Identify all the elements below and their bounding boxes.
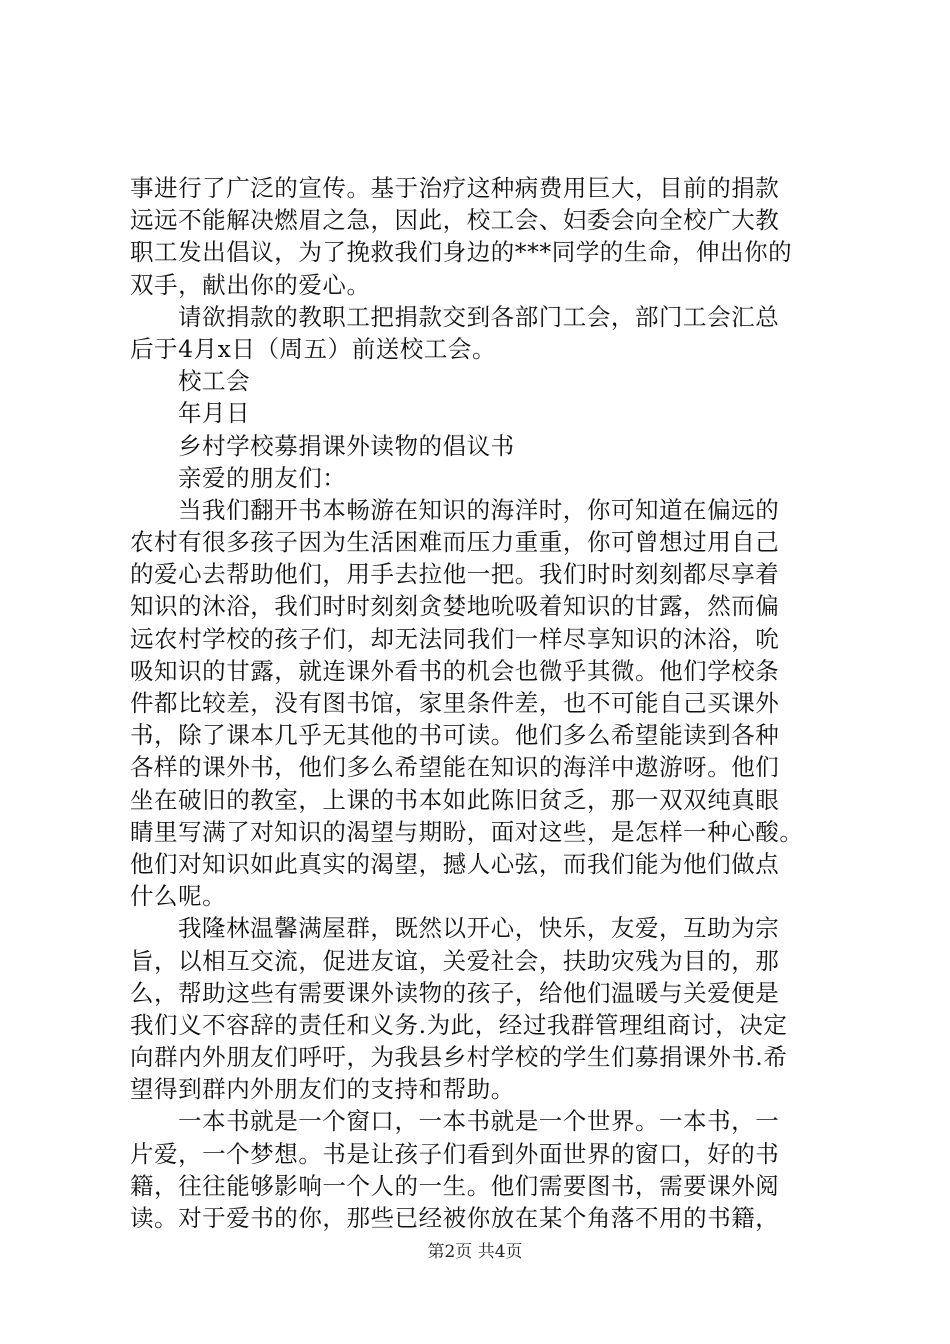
text-line: 农村有很多孩子因为生活困难而压力重重，你可曾想过用自己	[130, 528, 780, 557]
text-line: 乡村学校募捐课外读物的倡议书	[178, 431, 515, 460]
page-footer: 第2页 共4页	[427, 1242, 523, 1262]
text-line: 请欲捐款的教职工把捐款交到各部门工会，部门工会汇总	[178, 302, 780, 331]
text-line: 我们义不容辞的责任和义务.为此，经过我群管理组商讨，决定	[130, 1010, 788, 1039]
text-line: 后于4月x日（周五）前送校工会。	[130, 334, 497, 363]
text-line: 片爱，一个梦想。书是让孩子们看到外面世界的窗口，好的书	[130, 1139, 780, 1168]
text-line: 旨，以相互交流，促进友谊，关爱社会，扶助灾残为目的，那	[130, 946, 780, 975]
text-line: 什么呢。	[130, 882, 227, 911]
text-line: 籍，往往能够影响一个人的一生。他们需要图书，需要课外阅	[130, 1171, 780, 1200]
document-body	[130, 172, 830, 1234]
text-line: 校工会	[178, 367, 251, 396]
text-line: 书，除了课本几乎无其他的书可读。他们多么希望能读到各种	[130, 721, 780, 750]
text-line: 坐在破旧的教室，上课的书本如此陈旧贫乏，那一双双纯真眼	[130, 785, 780, 814]
text-line: 读。对于爱书的你，那些已经被你放在某个角落不用的书籍，	[130, 1204, 780, 1232]
text-line: 望得到群内外朋友们的支持和帮助。	[130, 1075, 515, 1104]
text-line: 当我们翻开书本畅游在知识的海洋时，你可知道在偏远的	[178, 495, 780, 524]
text-line: 吸知识的甘露，就连课外看书的机会也微乎其微。他们学校条	[130, 656, 780, 685]
text-line: 职工发出倡议，为了挽救我们身边的***同学的生命，伸出你的	[130, 238, 793, 267]
text-line: 睛里写满了对知识的渴望与期盼，面对这些，是怎样一种心酸。	[130, 817, 804, 846]
text-line: 一本书就是一个窗口，一本书就是一个世界。一本书，一	[178, 1107, 780, 1136]
text-line: 远农村学校的孩子们，却无法同我们一样尽享知识的沐浴，吮	[130, 624, 780, 653]
text-line: 的爱心去帮助他们，用手去拉他一把。我们时时刻刻都尽享着	[130, 560, 780, 589]
text-line: 各样的课外书，他们多么希望能在知识的海洋中遨游呀。他们	[130, 753, 780, 782]
text-line: 向群内外朋友们呼吁，为我县乡村学校的学生们募捐课外书.希	[130, 1043, 788, 1072]
text-line: 亲爱的朋友们：	[178, 463, 347, 492]
text-line: 年月日	[178, 399, 251, 428]
text-line: 远远不能解决燃眉之急，因此，校工会、妇委会向全校广大教	[130, 206, 780, 235]
text-line: 事进行了广泛的宣传。基于治疗这种病费用巨大，目前的捐款	[130, 174, 780, 202]
text-line: 件都比较差，没有图书馆，家里条件差，也不可能自己买课外	[130, 689, 780, 717]
text-line: 他们对知识如此真实的渴望，撼人心弦，而我们能为他们做点	[130, 849, 780, 878]
text-line: 双手，献出你的爱心。	[130, 270, 371, 299]
text-line: 么，帮助这些有需要课外读物的孩子，给他们温暖与关爱便是	[130, 978, 780, 1007]
text-line: 知识的沐浴，我们时时刻刻贪婪地吮吸着知识的甘露，然而偏	[130, 592, 780, 621]
text-line: 我隆林温馨满屋群，既然以开心，快乐，友爱，互助为宗	[178, 914, 780, 943]
